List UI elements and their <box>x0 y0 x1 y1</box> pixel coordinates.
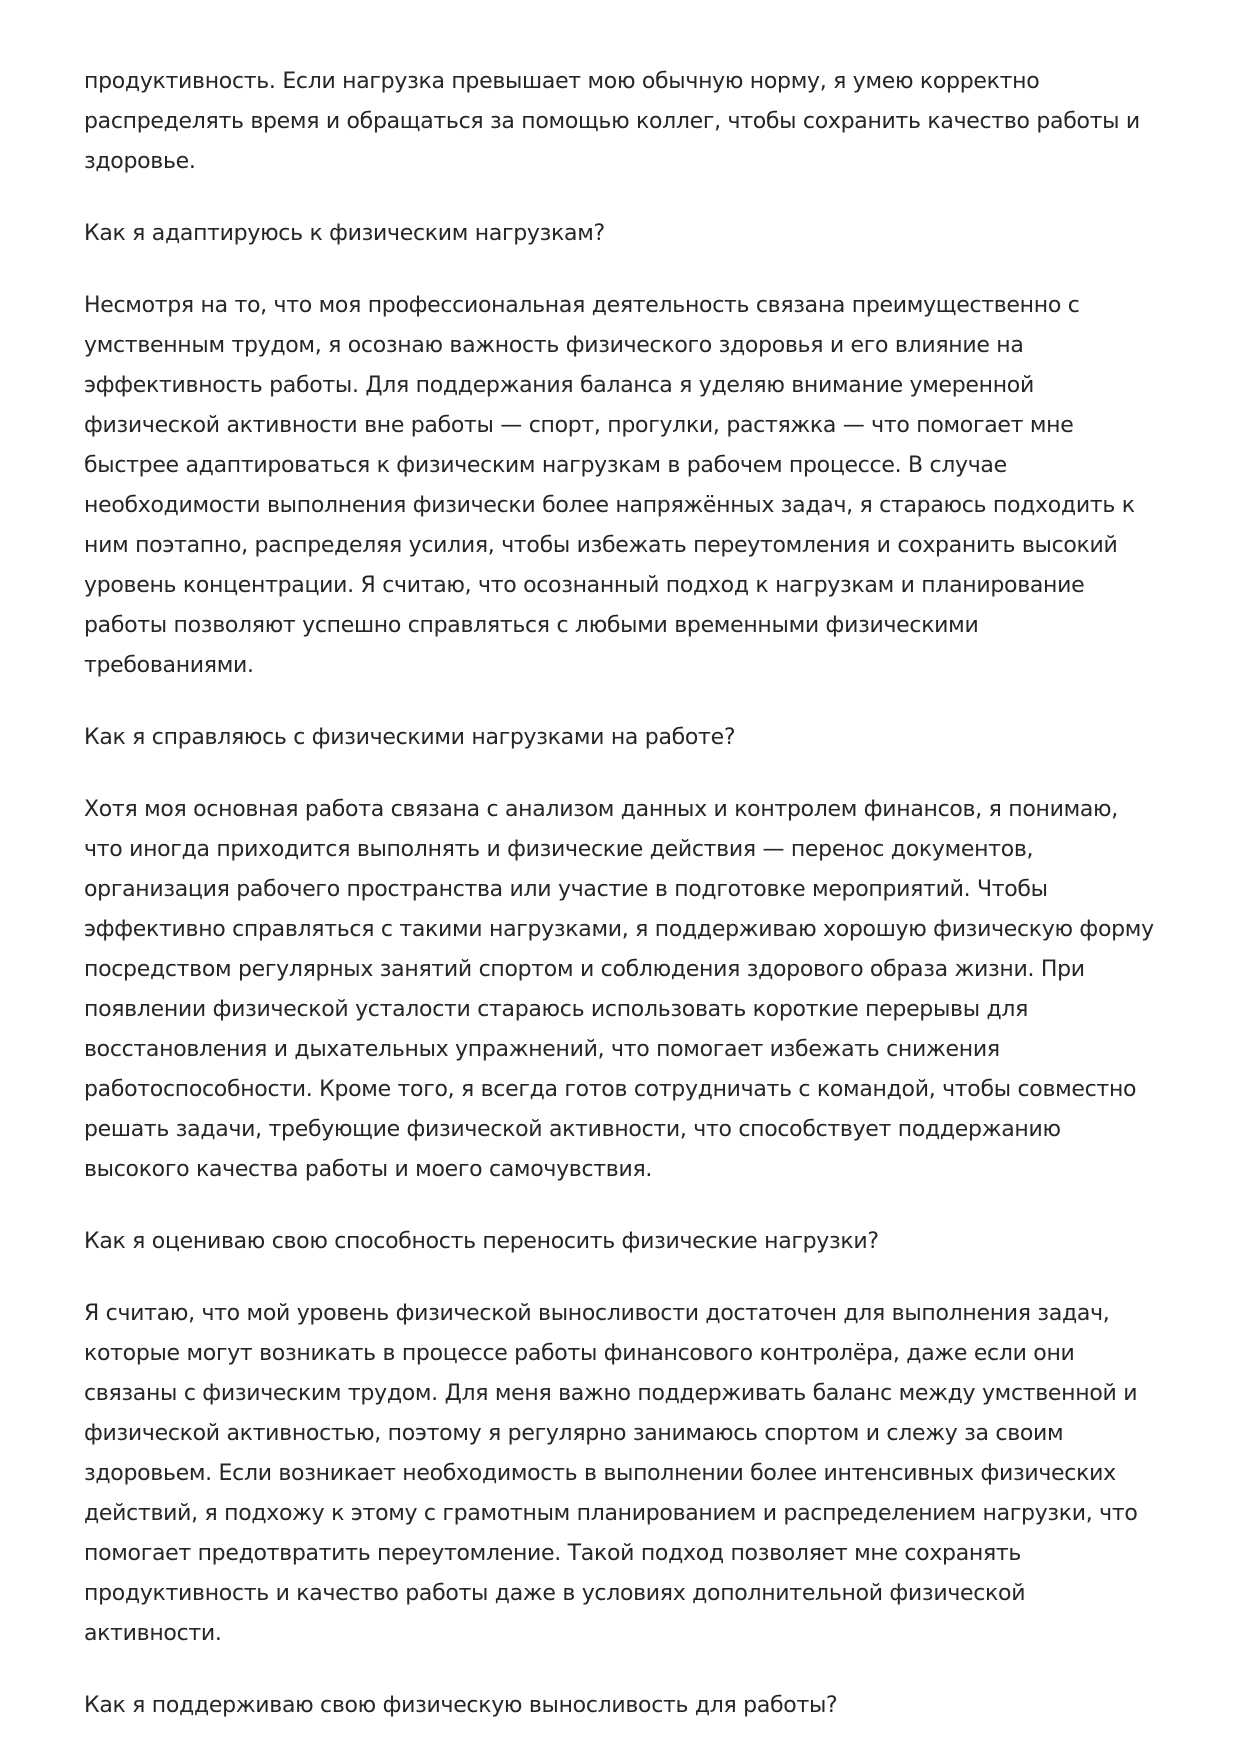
section-heading <box>84 718 1174 758</box>
text-line: здоровье. <box>84 149 196 174</box>
text-line: продуктивность. Если нагрузка превышает мою обычную норму, я умею корректно <box>84 69 1040 94</box>
section-heading <box>84 214 1174 254</box>
text-line: продуктивность и качество работы даже в условиях дополнительной физической <box>84 1581 1026 1606</box>
text-line: необходимости выполнения физически более напряжённых задач, я стараюсь подходить к <box>84 493 1135 518</box>
text-line: эффективно справляться с такими нагрузками, я поддерживаю хорошую физическую форму <box>84 917 1154 942</box>
text-line: работоспособности. Кроме того, я всегда готов сотрудничать с командой, чтобы совместно <box>84 1077 1137 1102</box>
text-line: умственным трудом, я осознаю важность физического здоровья и его влияние на <box>84 333 1024 358</box>
text-line: эффективность работы. Для поддержания баланса я уделяю внимание умеренной <box>84 373 1034 398</box>
text-line: организация рабочего пространства или участие в подготовке мероприятий. Чтобы <box>84 877 1048 902</box>
paragraph <box>84 286 1174 686</box>
text-line: действий, я подхожу к этому с грамотным планированием и распределением нагрузки, что <box>84 1501 1138 1526</box>
paragraph <box>84 790 1174 1190</box>
text-line: физической активностью, поэтому я регулярно занимаюсь спортом и слежу за своим <box>84 1421 1064 1446</box>
text-line: ним поэтапно, распределяя усилия, чтобы избежать переутомления и сохранить высокий <box>84 533 1118 558</box>
text-line: распределять время и обращаться за помощью коллег, чтобы сохранить качество работы и <box>84 109 1140 134</box>
text-line: быстрее адаптироваться к физическим нагрузкам в рабочем процессе. В случае <box>84 453 1007 478</box>
text-line: Я считаю, что мой уровень физической выносливости достаточен для выполнения задач, <box>84 1301 1110 1326</box>
text-line: активности. <box>84 1621 222 1646</box>
text-line: появлении физической усталости стараюсь использовать короткие перерывы для <box>84 997 1029 1022</box>
text-line: Как я адаптируюсь к физическим нагрузкам? <box>84 221 605 246</box>
section-heading <box>84 1686 1174 1726</box>
text-line: что иногда приходится выполнять и физические действия — перенос документов, <box>84 837 1034 862</box>
text-line: посредством регулярных занятий спортом и соблюдения здорового образа жизни. При <box>84 957 1085 982</box>
text-line: связаны с физическим трудом. Для меня важно поддерживать баланс между умственной и <box>84 1381 1138 1406</box>
text-line: Несмотря на то, что моя профессиональная деятельность связана преимущественно с <box>84 293 1080 318</box>
text-line: уровень концентрации. Я считаю, что осознанный подход к нагрузкам и планирование <box>84 573 1085 598</box>
text-line: Как я справляюсь с физическими нагрузками на работе? <box>84 725 736 750</box>
text-line: которые могут возникать в процессе работы финансового контролёра, даже если они <box>84 1341 1075 1366</box>
text-line: восстановления и дыхательных упражнений, что помогает избежать снижения <box>84 1037 1000 1062</box>
text-line: помогает предотвратить переутомление. Такой подход позволяет мне сохранять <box>84 1541 1022 1566</box>
text-line: Как я поддерживаю свою физическую выносливость для работы? <box>84 1693 838 1718</box>
section-heading <box>84 1222 1174 1262</box>
text-line: работы позволяют успешно справляться с любыми временными физическими <box>84 613 979 638</box>
text-line: высокого качества работы и моего самочувствия. <box>84 1157 653 1182</box>
text-line: решать задачи, требующие физической активности, что способствует поддержанию <box>84 1117 1061 1142</box>
text-line: требованиями. <box>84 653 254 678</box>
text-line: Хотя моя основная работа связана с анализом данных и контролем финансов, я понимаю, <box>84 797 1118 822</box>
text-line: здоровьем. Если возникает необходимость в выполнении более интенсивных физических <box>84 1461 1116 1486</box>
paragraph <box>84 1294 1174 1654</box>
text-line: физической активности вне работы — спорт, прогулки, растяжка — что помогает мне <box>84 413 1074 438</box>
document-page <box>84 62 1174 1758</box>
paragraph <box>84 62 1174 182</box>
text-line: Как я оцениваю свою способность переносить физические нагрузки? <box>84 1229 879 1254</box>
